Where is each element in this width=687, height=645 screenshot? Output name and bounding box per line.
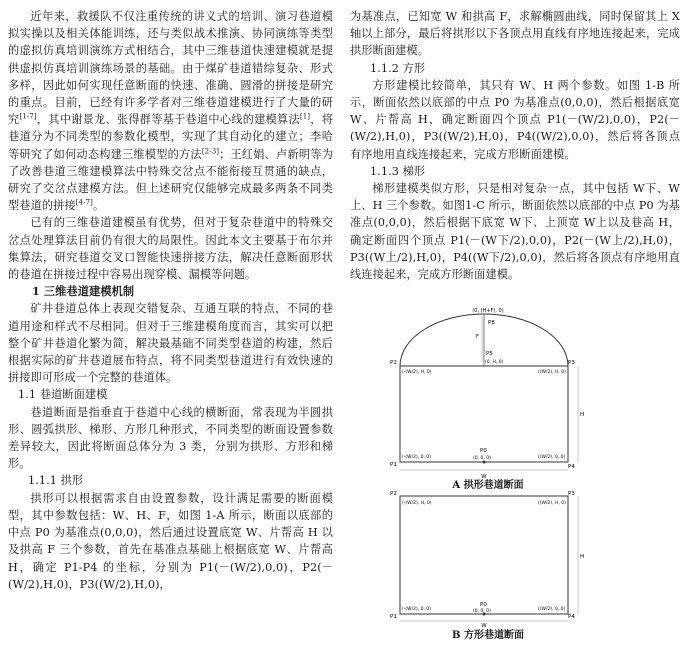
arch-continued-paragraph: 为基准点，已知宽 W 和拱高 F，求解椭圆曲线，同时保留其上 X 轴以上部分，最后将拱形以下各顶点用直线有序地连接起来，完成拱形断面建模。 [350,10,680,58]
p1-coord-label: (-(W/2), 0, 0) [402,455,431,460]
p4-label: P4 [568,464,575,470]
p0-coord-label: (0, 0, 0) [473,456,491,461]
mechanism-paragraph: 矿井巷道总体上表现交错复杂、互通互联的特点，不同的巷道用途和样式不尽相同。但对于三维建模角度而言，其实可以把整个矿井巷道化繁为简，解决最基础不同类型巷道的构建，然后根据实际的矿井巷道展布特点，将不同类型巷道进行有效快速的拼接即可形成一个完整的巷道体。 [8,302,333,385]
h-label: H [580,412,585,418]
p4-coord-label: ((W/2), 0, 0) [538,607,566,612]
h-label: H [580,554,585,560]
arch-paragraph: 拱形可以根据需求自由设置参数，设计满足需要的断面模型，其中参数包括：W、H、F，如图 1-A 所示，断面以底部的中点 P0 为基准点(0,0,0)，然后通过设置底宽 W、片帮高 H 以及拱高 F 三个参数，首先在基准点基础上根据底宽 W、片帮高 H，确定 P1-P4 的坐标，分别为 P1(－(W/2),0,0)，P2(－(W/2),H,0)，P3((W/2),H,0)， [8,491,333,591]
p5-coord-label: (0, H, 0) [485,360,504,365]
intro-text-1: 近年来，救援队不仅注重传统的讲义式的培训、演习巷道模拟实操以及相关体能训练，还与类似战术推演、协同演练等类型的虚拟仿真培训演练方式相结合，其中三维巷道快速建模就是提供虚拟仿真培训演练场景的基础。由于煤矿巷道错综复杂、形式多样，因此如何实现任意断面的快速、准确、圆滑的拼接是研究的重点。目前，已经有许多学者对三维巷道建模进行了大量的研究 [8,10,333,127]
p6-label: P6 [488,320,495,326]
top-coord-label: (0, (H+F), 0) [472,308,504,314]
p0-label: P0 [480,448,487,454]
square-paragraph: 方形建模比较简单，其只有 W、H 两个参数。如图 1-B 所示，断面依然以底部的中点 P0 为基准点(0,0,0)，然后根据底宽 W、片帮高 H，确定断面四个顶点 P1(－(W/2),0,0)，P2(－(W/2),H,0)，P3((W/2),H,0)，P4((W/2),0,0)，然后将各顶点有序地用直线连接起来，完成方形断面建模。 [350,78,680,161]
figure-a-caption: A 拱形巷道断面 [452,480,524,491]
p2-coord-label: (-(W/2), H, 0) [402,370,432,375]
square-section-diagram [388,490,588,628]
intro-text-3: ，将巷道分为不同类型的参数化模型，实现了其自动化的建立；李哈等研究了如何动态构建三维模型的方法 [8,113,333,161]
p5-label: P5 [486,351,493,357]
figure-arch-section [388,304,588,496]
p2-label: P2 [390,491,397,497]
citation-1-7: [1-7] [19,112,37,121]
citation-2-3: [2-3] [201,146,220,155]
intro-text-2: ，其中谢景龙、张得群等基于巷道中心线的建模算法 [36,113,300,127]
intro-text-4: ；王红娟、卢新明等为了改善巷道三维建模算法中特殊交岔点不能衔接互贯通的缺点，研究了交岔点建模方法。但上述研究仅能够完成最多两条不同类型巷道的拼接 [8,147,333,213]
section-heading-1-1: 1.1 巷道断面建模 [18,388,108,402]
w-label: W [481,474,487,479]
p2-coord-label: (-(W/2), H, 0) [402,501,432,506]
p1-label: P1 [390,614,397,620]
section-heading-1-1-1: 1.1.1 拱形 [28,474,84,488]
intro-paragraph [8,8,333,214]
f-label: F [476,334,479,340]
p3-coord-label: ((W/2), H, 0) [538,501,566,506]
trapezoid-paragraph: 梯形建模类似方形，只是相对复杂一点，其中包括 W下、W上、H 三个参数。如图1-C 所示，断面依然以底部的中点 P0 为基准点(0,0,0)，然后根据下底宽 W下、上顶宽 W上以及巷高 H，确定断面四个顶点 P1(－(W下/2),0,0)，P2(－(W上/2),H,0)，P3((W上/2),H,0)，P4((W下/2),0,0)，然后将各顶点有序地用直线连接起来，完成方形断面建模。 [350,182,680,282]
p4-label: P4 [568,614,575,620]
p3-label: P3 [568,491,575,497]
square-rectangle [400,496,568,614]
citation-4-7: [4-7] [75,198,93,207]
p1-label: P1 [390,462,397,468]
limitation-paragraph: 已有的三维巷道建模虽有优势，但对于复杂巷道中的特殊交岔点处理算法目前仍有很大的局限性。因此本文主要基于布尔并集算法，研究巷道交叉口智能快速拼接方法，解决任意断面形状的巷道在拼接过程中容易出现穿模、漏模等问题。 [8,216,333,282]
p1-coord-label: (-(W/2), 0, 0) [402,607,431,612]
right-column [350,8,680,283]
section-heading-1-1-3: 1.1.3 梯形 [370,164,426,178]
section-modeling-paragraph: 巷道断面是指垂直于巷道中心线的横断面，常表现为半圆拱形、圆弧拱形、梯形、方形几种形式，不同类型的断面设置参数差异较大，因此将断面总体分为 3 类，分别为拱形、方形和梯形。 [8,405,333,471]
section-heading-1-1-2: 1.1.2 方形 [370,61,426,75]
arch-section-diagram [388,304,588,479]
left-column [8,8,333,593]
p2-label: P2 [390,360,397,366]
p3-label: P3 [568,360,575,366]
citation-1: [1] [299,112,311,121]
p3-coord-label: ((W/2), H, 0) [538,370,566,375]
figure-b-caption: B 方形巷道断面 [452,630,524,641]
p0-label: P0 [480,602,487,608]
figure-square-section [388,490,588,645]
section-heading-1: 1 三维巷道建模机制 [32,284,135,299]
p0-coord-label: (0, 0, 0) [473,609,491,614]
intro-text-5: 。 [92,199,105,213]
w-label: W [481,623,487,628]
p4-coord-label: ((W/2), 0, 0) [538,455,566,460]
